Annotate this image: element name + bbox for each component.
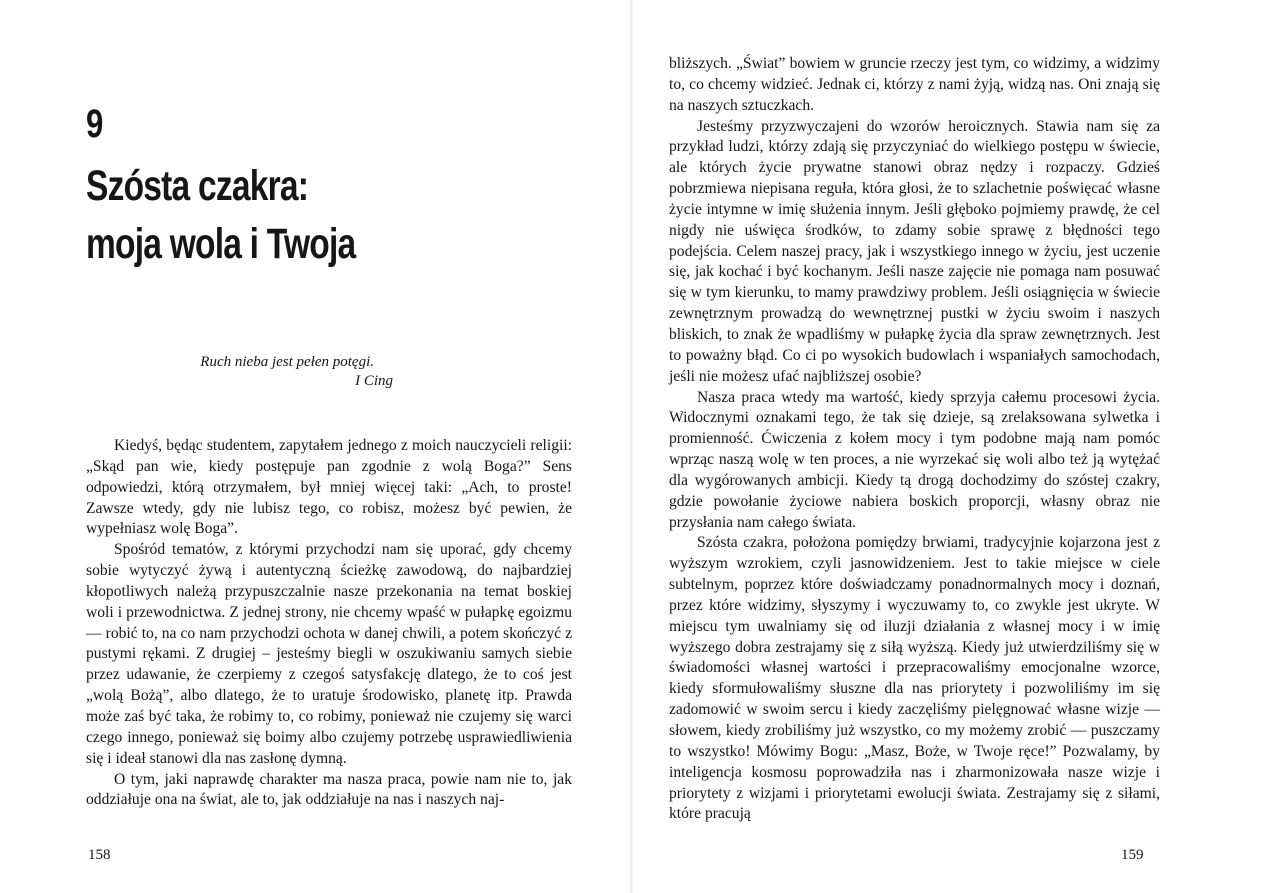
paragraph: Jesteśmy przyzwyczajeni do wzorów heroicznych. Stawia nam się za przykład ludzi, którzy zdają się przyczyniać do wielkiego postępu w świecie, ale których życie prywatne stanowi obraz nędzy i rozpaczy. Gdzieś pobrzmiewa niepisana reguła, która głosi, że to szlachetnie poświęcać własne życie intymne w imię służenia innym. Jeśli głęboko pojmiemy prawdę, że cel nigdy nie uświęca środków, to zdamy sobie sprawę z błędności tego podejścia. Celem naszej pracy, jak i wszystkiego innego w życiu, jest uczenie się, jak kochać i być kochanym. Jeśli nasze zajęcie nie pomaga nam posuwać się w tym kierunku, to mamy prawdziwy problem. Jeśli osiągnięcia w świecie zewnętrznym prowadzą do wewnętrznej pustki w życiu swoim i naszych bliskich, to znak że wpadliśmy w pułapkę życia dla spraw zewnętrznych. Jest to poważny błąd. Co ci po wysokich budowlach i wspaniałych samochodach, jeśli nie możesz ufać najbliższej osobie?	[669, 117, 1160, 385]
epigraph-quote: Ruch nieba jest pełen potęgi.	[200, 354, 374, 370]
epigraph-author: I Cing	[355, 373, 393, 389]
paragraph: Nasza praca wtedy ma wartość, kiedy sprzyja całemu procesowi życia. Widocznymi oznakami tego, że tak się dzieje, są zrelaksowana sylwetka i promienność. Ćwiczenia z kołem mocy i tym podobne mają nam pomóc wprząc naszą wolę w ten proces, a nie wyrzekać się woli albo też ją wytężać dla wygórowanych ambicji. Kiedy tą drogą dochodzimy do szóstej czakry, gdzie powołanie życiowe nabiera boskich proporcji, własny obraz nie przysłania nam całego świata.	[669, 388, 1160, 531]
paragraph: Spośród tematów, z którymi przychodzi nam się uporać, gdy chcemy sobie wytyczyć żywą i autentyczną ścieżkę zawodową, do najbardziej kłopotliwych należą przypuszczalnie nasze przekonania na temat boskiej woli i przewodnictwa. Z jednej strony, nie chcemy wpaść w pułapkę egoizmu — robić to, na co nam przychodzi ochota w danej chwili, a potem skończyć z pustymi rękami. Z drugiej – jesteśmy biegli w oszukiwaniu samych siebie przez udawanie, że czerpiemy z czegoś satysfakcję dlatego, że to coś jest „wolą Bożą”, albo dlatego, że to uratuje środowisko, planetę itp. Prawda może zaś być taka, że robimy to, co robimy, ponieważ nie czujemy się warci czego innego, ponieważ się boimy albo czujemy potrzebę usprawiedliwienia się i ideał stanowi dla nas zasłonę dymną.	[86, 541, 572, 767]
page-number-left: 158	[88, 847, 111, 863]
right-page-body	[669, 54, 1160, 825]
chapter-title	[86, 157, 355, 273]
chapter-number: 9	[86, 102, 103, 146]
chapter-title-line-2: moja wola i Twoja	[86, 220, 356, 268]
epigraph	[86, 353, 393, 391]
page-number-right: 159	[1121, 847, 1144, 863]
paragraph-continuation: bliższych. „Świat” bowiem w gruncie rzeczy jest tym, co widzimy, a widzimy to, co chcemy widzieć. Jednak ci, którzy z nami żyją, widzą nas. Oni znają się na naszych sztuczkach.	[669, 55, 1160, 114]
paragraph: Kiedyś, będąc studentem, zapytałem jednego z moich nauczycieli religii: „Skąd pan wie, kiedy postępuje pan zgodnie z wolą Boga?” Sens odpowiedzi, którą otrzymałem, był mniej więcej taki: „Ach, to proste! Zawsze wtedy, gdy nie lubisz tego, co robisz, możesz być pewien, że wypełniasz wolę Boga”.	[86, 437, 572, 538]
chapter-title-line-1: Szósta czakra:	[86, 162, 309, 210]
paragraph: O tym, jaki naprawdę charakter ma nasza praca, powie nam nie to, jak oddziałuje ona na świat, ale to, jak oddziałuje na nas i naszych naj-	[86, 770, 572, 809]
right-page	[632, 0, 1263, 893]
paragraph: Szósta czakra, położona pomiędzy brwiami, tradycyjnie kojarzona jest z wyższym wzrokiem, czyli jasnowidzeniem. Jest to takie miejsce w ciele subtelnym, poprzez które doświadczamy ponadnormalnych mocy i doznań, przez które widzimy, słyszymy i wyczuwamy to, co zwykle jest ukryte. W miejscu tym uwalniamy się od iluzji działania z własnej mocy i w imię wyższego dobra zestrajamy się z siłą wyższą. Kiedy już utwierdziliśmy się w świadomości własnej wartości i przepracowaliśmy emocjonalne wzorce, kiedy sformułowaliśmy słuszne dla nas priorytety i pozwoliliśmy im się zadomowić w swoim sercu i kiedy zaczęliśmy pielęgnować własne wizje — słowem, kiedy zrobiliśmy już wszystko, co my możemy zrobić — puszczamy to wszystko! Mówimy Bogu: „Masz, Boże, w Twoje ręce!” Pozwalamy, by inteligencja kosmosu poprowadziła nas i zharmonizowała nasze wizje i priorytety z wizjami i priorytetami ewolucji świata. Zestrajamy się z siłami, które pracują	[669, 534, 1160, 823]
left-page-body	[86, 436, 572, 811]
